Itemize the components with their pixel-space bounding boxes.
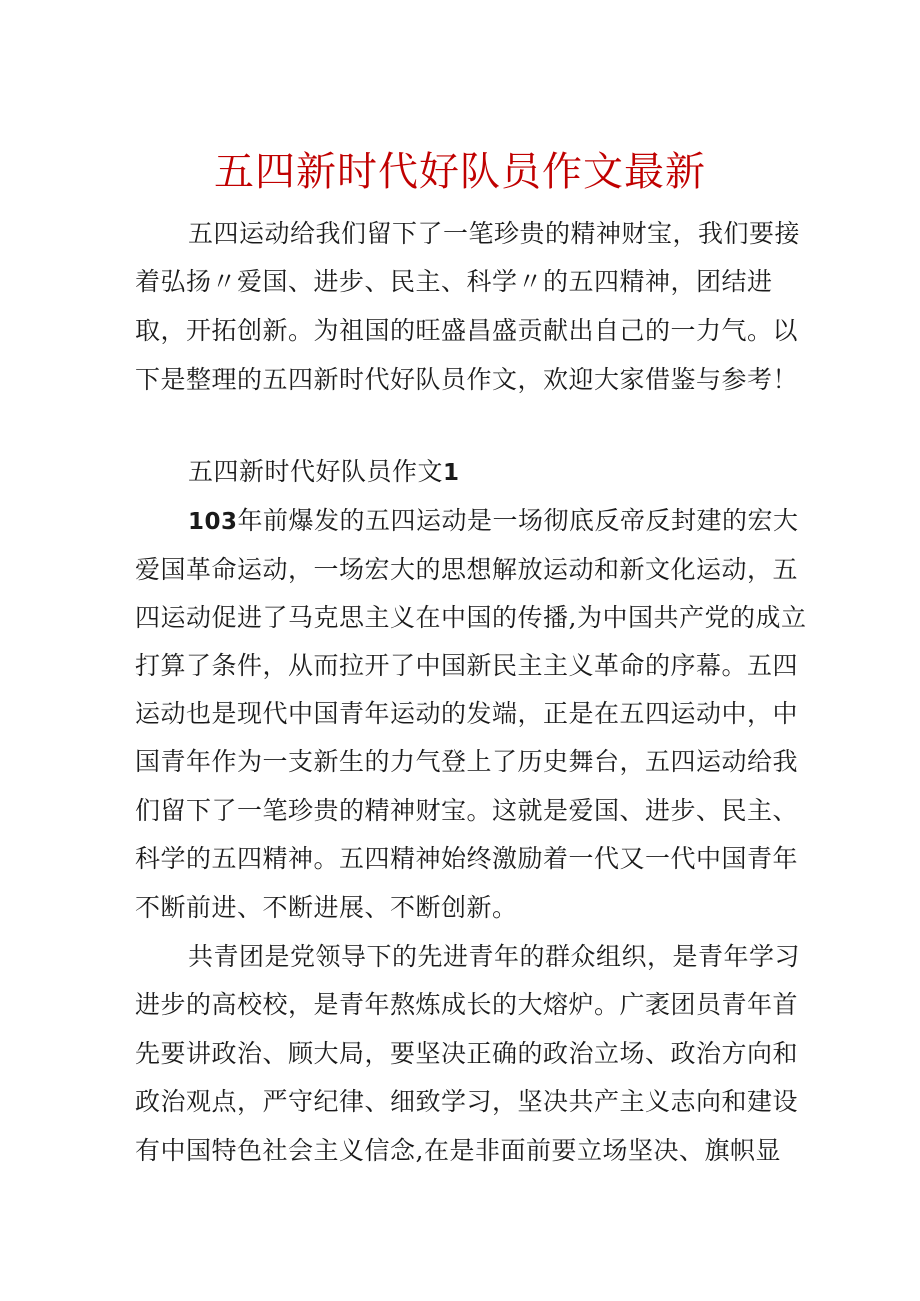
para2-line-2: 进步的高校校，是青年熬炼成长的大熔炉。广袤团员青年首 (135, 990, 799, 1019)
intro-line-3: 取，开拓创新。为祖国的旺盛昌盛贡献出自己的一力气。以 (135, 316, 799, 345)
section-heading-text: 五四新时代好队员作文 (188, 457, 444, 486)
para1-line-6: 国青年作为一支新生的力气登上了历史舞台，五四运动给我 (135, 747, 799, 776)
section-heading-number: 1 (443, 460, 460, 486)
intro-line-1: 五四运动给我们留下了一笔珍贵的精神财宝，我们要接 (188, 219, 801, 248)
para1-line-3: 四运动促进了马克思主义在中国的传播,为中国共产党的成立 (135, 603, 807, 632)
para1-line-2: 爱国革命运动，一场宏大的思想解放运动和新文化运动，五 (135, 555, 799, 584)
para1-line-9: 不断前进、不断进展、不断创新。 (135, 893, 518, 922)
para2-line-5: 有中国特色社会主义信念,在是非面前要立场坚决、旗帜显 (135, 1136, 781, 1165)
para1-line-1 (188, 506, 799, 537)
para1-line-5: 运动也是现代中国青年运动的发端，正是在五四运动中，中 (135, 699, 799, 728)
para2-line-4: 政治观点，严守纪律、细致学习，坚决共产主义志向和建设 (135, 1087, 799, 1116)
para1-line-4: 打算了条件，从而拉开了中国新民主主义革命的序幕。五四 (135, 651, 799, 680)
intro-line-2: 着弘扬〃爱国、进步、民主、科学〃的五四精神，团结进 (135, 267, 773, 296)
para1-line-8: 科学的五四精神。五四精神始终激励着一代又一代中国青年 (135, 844, 799, 873)
document-title: 五四新时代好队员作文最新 (214, 149, 706, 195)
para2-line-1: 共青团是党领导下的先进青年的群众组织，是青年学习 (188, 942, 801, 971)
para1-line-7: 们留下了一笔珍贵的精神财宝。这就是爱国、进步、民主、 (135, 796, 799, 825)
section-heading (188, 457, 460, 488)
para1-line-1-text: 年前爆发的五四运动是一场彻底反帝反封建的宏大 (237, 506, 799, 535)
intro-line-4: 下是整理的五四新时代好队员作文，欢迎大家借鉴与参考！ (135, 365, 799, 394)
para2-line-3: 先要讲政治、顾大局，要坚决正确的政治立场、政治方向和 (135, 1039, 799, 1068)
para1-year-number: 103 (188, 509, 238, 535)
